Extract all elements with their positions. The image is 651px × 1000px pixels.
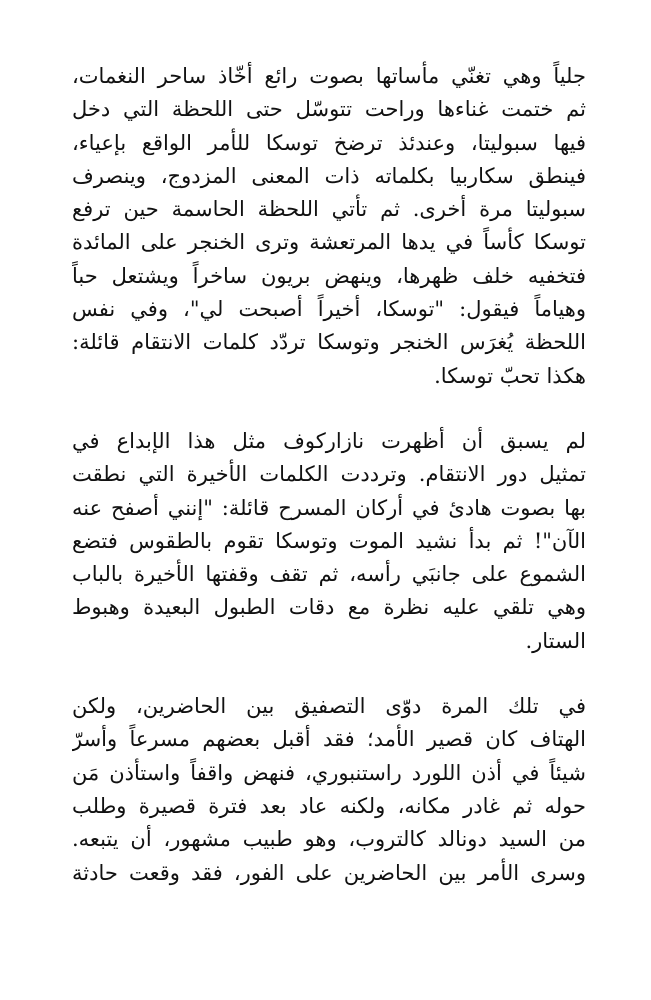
text-line: في تلك المرة دوّى التصفيق بين الحاضرين، ولكن [72,694,586,719]
text-line: لم يسبق أن أظهرت نازاركوف مثل هذا الإبداع في [72,428,586,453]
text-line: وهياماً فيقول: "توسكا، أخيراً أصبحت لي"، وفي نفس [72,297,586,322]
text-line: تمثيل دور الانتقام. وترددت الكلمات الأخيرة التي نطقت [72,462,586,487]
text-line: وسرى الأمر بين الحاضرين على الفور، فقد وقعت حادثة [72,860,586,885]
text-line: فتخفيه خلف ظهرها، وينهض بريون ساخراً ويشتعل حباً [72,263,586,288]
text-line: الآن"! ثم بدأ نشيد الموت وتوسكا تقوم بالطقوس فتضع [72,528,586,553]
text-line: من السيد دونالد كالتروب، وهو طبيب مشهور، أن يتبعه. [72,827,586,852]
text-line: الشموع على جانبَي رأسه، ثم تقف وقفتها الأخيرة بالباب [72,562,586,587]
text-line: سبوليتا مرة أخرى. ثم تأتي اللحظة الحاسمة حين ترفع [72,197,586,222]
text-line: فيها سبوليتا، وعندئذ ترضخ توسكا للأمر الواقع بإعياء، [72,130,586,155]
text-line: بها بصوت هادئ في أركان المسرح قائلة: "إنني أصفح عنه [72,495,586,520]
text-line: فينطق سكاربيا بكلماته ذات المعنى المزدوج، وينصرف [72,163,586,188]
text-line: حوله ثم غادر مكانه، ولكنه عاد بعد فترة قصيرة وطلب [72,793,586,818]
text-line: توسكا كأساً في يدها المرتعشة وترى الخنجر على المائدة [72,230,586,255]
text-line: وهي تلقي عليه نظرة مع دقات الطبول البعيدة وهبوط [72,595,586,620]
text-line: الهتاف كان قصير الأمد؛ فقد أقبل بعضهم مسرعاً وأسرّ [72,727,586,752]
text-line: ثم ختمت غناءها وراحت تتوسّل حتى اللحظة التي دخل [72,97,586,122]
text-line: شيئاً في أذن اللورد راستنبوري، فنهض واقفاً واستأذن مَن [72,760,586,785]
text-line: هكذا تحبّ توسكا. [434,363,586,388]
text-line: جلياً وهي تغنّي مأساتها بصوت رائع أخّاذ ساحر النغمات، [72,64,586,88]
book-page [72,60,586,990]
text-line: اللحظة يُغرَس الخنجر وتوسكا تردّد كلمات الانتقام قائلة: [72,330,586,355]
paragraph-3 [72,690,586,890]
paragraph-2 [72,425,586,658]
text-line: الستار. [525,628,586,653]
paragraph-1 [72,60,586,393]
